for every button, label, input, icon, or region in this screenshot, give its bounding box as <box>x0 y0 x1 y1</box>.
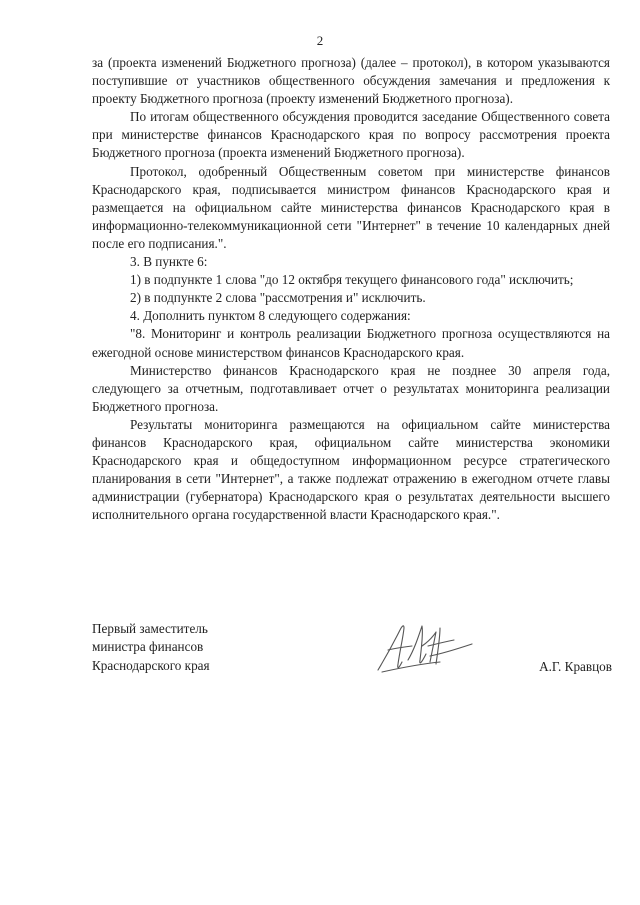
paragraph-8: "8. Мониторинг и контроль реализации Бюджетного прогноза осуществляются на ежегодной основе министерством финансов Краснодарского края. <box>92 326 610 360</box>
signatory-title <box>92 620 210 675</box>
paragraph-6: 2) в подпункте 2 слова "рассмотрения и" исключить. <box>130 290 426 306</box>
paragraph-3: Протокол, одобренный Общественным советом при министерстве финансов Краснодарского края, подписывается министром финансов Краснодарского края и размещается на официальном сайте министерства финансов Краснодарского края в информационно-телекоммуникационной сети "Интернет" в течение 10 календарных дней после его подписания.". <box>92 163 610 251</box>
page-number: 2 <box>316 33 324 48</box>
paragraph-5: 1) в подпункте 1 слова "до 12 октября текущего финансового года" исключить; <box>130 272 574 288</box>
paragraph-9: Министерство финансов Краснодарского края не позднее 30 апреля года, следующего за отчетным, подготавливает отчет о результатах мониторинга реализации Бюджетного прогноза. <box>92 362 610 414</box>
signature-block <box>92 620 612 680</box>
signatory-name: А.Г. Кравцов <box>539 659 612 674</box>
paragraph-10: Результаты мониторинга размещаются на официальном сайте министерства финансов Краснодарского края, официальном сайте министерства экономики Краснодарского края и общедоступном информационном ресурсе стратегического планирования в сети "Интернет", а также подлежат отражению в ежегодном отчете главы администрации (губернатора) Краснодарского края о результатах деятельности высшего исполнительного органа государственной власти Краснодарского края.". <box>92 416 610 523</box>
paragraph-7: 4. Дополнить пунктом 8 следующего содержания: <box>130 308 411 324</box>
paragraph-1: за (проекта изменений Бюджетного прогноза) (далее – протокол), в котором указываются поступившие от участников общественного обсуждения замечания и предложения к проекту Бюджетного прогноза (проекту изменений Бюджетного прогноза). <box>92 55 610 107</box>
signatory-title-line-1: Первый заместитель <box>92 621 208 636</box>
handwritten-signature-icon <box>370 616 480 678</box>
signatory-title-line-2: министра финансов <box>92 639 204 655</box>
paragraph-4: 3. В пункте 6: <box>130 254 208 270</box>
signatory-title-line-3: Краснодарского края <box>92 657 210 673</box>
document-body <box>92 54 610 524</box>
paragraph-2: По итогам общественного обсуждения проводится заседание Общественного совета при министерстве финансов Краснодарского края по вопросу рассмотрения проекта Бюджетного прогноза (проекта изменений Бюджетного прогноза). <box>92 109 610 161</box>
